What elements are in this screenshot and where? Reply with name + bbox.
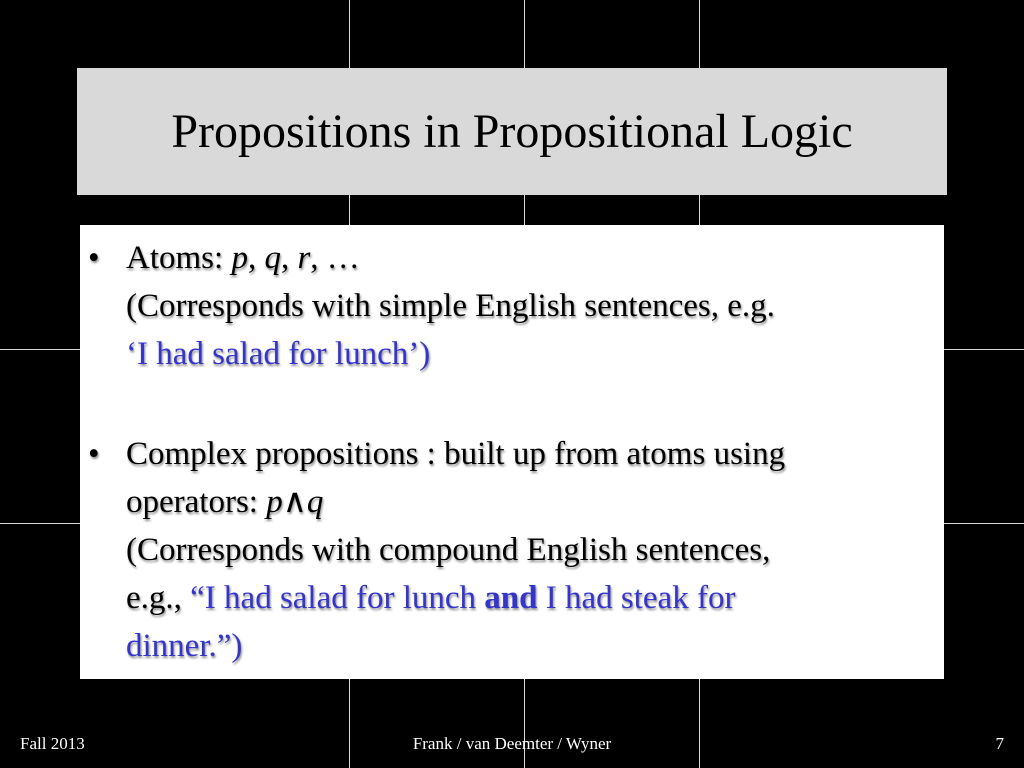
atom-separator: , (247, 240, 265, 276)
complex-example-and: and (484, 580, 538, 616)
atoms-line (126, 234, 936, 282)
slide-content-box (80, 225, 944, 679)
operators-line (126, 478, 936, 526)
complex-example-end-line (126, 622, 936, 670)
close-quote: ’ (408, 336, 420, 372)
complex-example-line (126, 574, 936, 622)
bullet-marker: • (88, 436, 100, 472)
page-number: 7 (995, 734, 1004, 753)
atom-separator: , (280, 240, 298, 276)
bullet-atoms (80, 234, 944, 378)
formula-q: q (306, 484, 324, 520)
bullet-marker: • (88, 240, 100, 276)
atom-p: p (231, 240, 248, 276)
bullet-atoms-text (126, 234, 936, 378)
footer-authors: Frank / van Deemter / Wyner (412, 734, 612, 753)
complex-example-end: dinner. (126, 628, 217, 664)
slide-title-box (77, 68, 947, 195)
complex-corresponds-line: (Corresponds with compound English sentences, (126, 532, 771, 568)
atom-q: q (264, 240, 281, 276)
atom-ellipsis: , … (310, 240, 360, 276)
complex-line: Complex propositions : built up from atoms using (126, 436, 786, 472)
footer-date: Fall 2013 (20, 734, 85, 753)
bullet-complex-text (126, 430, 936, 670)
open-quote: ‘ (126, 336, 137, 372)
slide-title: Propositions in Propositional Logic (171, 105, 853, 158)
operators-label: operators: (126, 484, 267, 520)
atoms-example-line (126, 330, 936, 378)
eg-label: e.g., (126, 580, 191, 616)
close-paren: ) (419, 336, 431, 372)
bullet-complex (80, 430, 944, 670)
close-quote: ” (216, 628, 232, 664)
complex-example-mid: I had steak for (537, 580, 736, 616)
atom-r: r (297, 240, 311, 276)
close-paren: ) (231, 628, 243, 664)
atoms-label: Atoms: (126, 240, 232, 276)
atoms-example: I had salad for lunch (137, 336, 409, 372)
complex-example-start: “I had salad for lunch (190, 580, 485, 616)
formula-p: p (266, 484, 283, 520)
atoms-corresponds-line: (Corresponds with simple English sentences, e.g. (126, 288, 775, 324)
formula-operator: ∧ (282, 484, 307, 520)
